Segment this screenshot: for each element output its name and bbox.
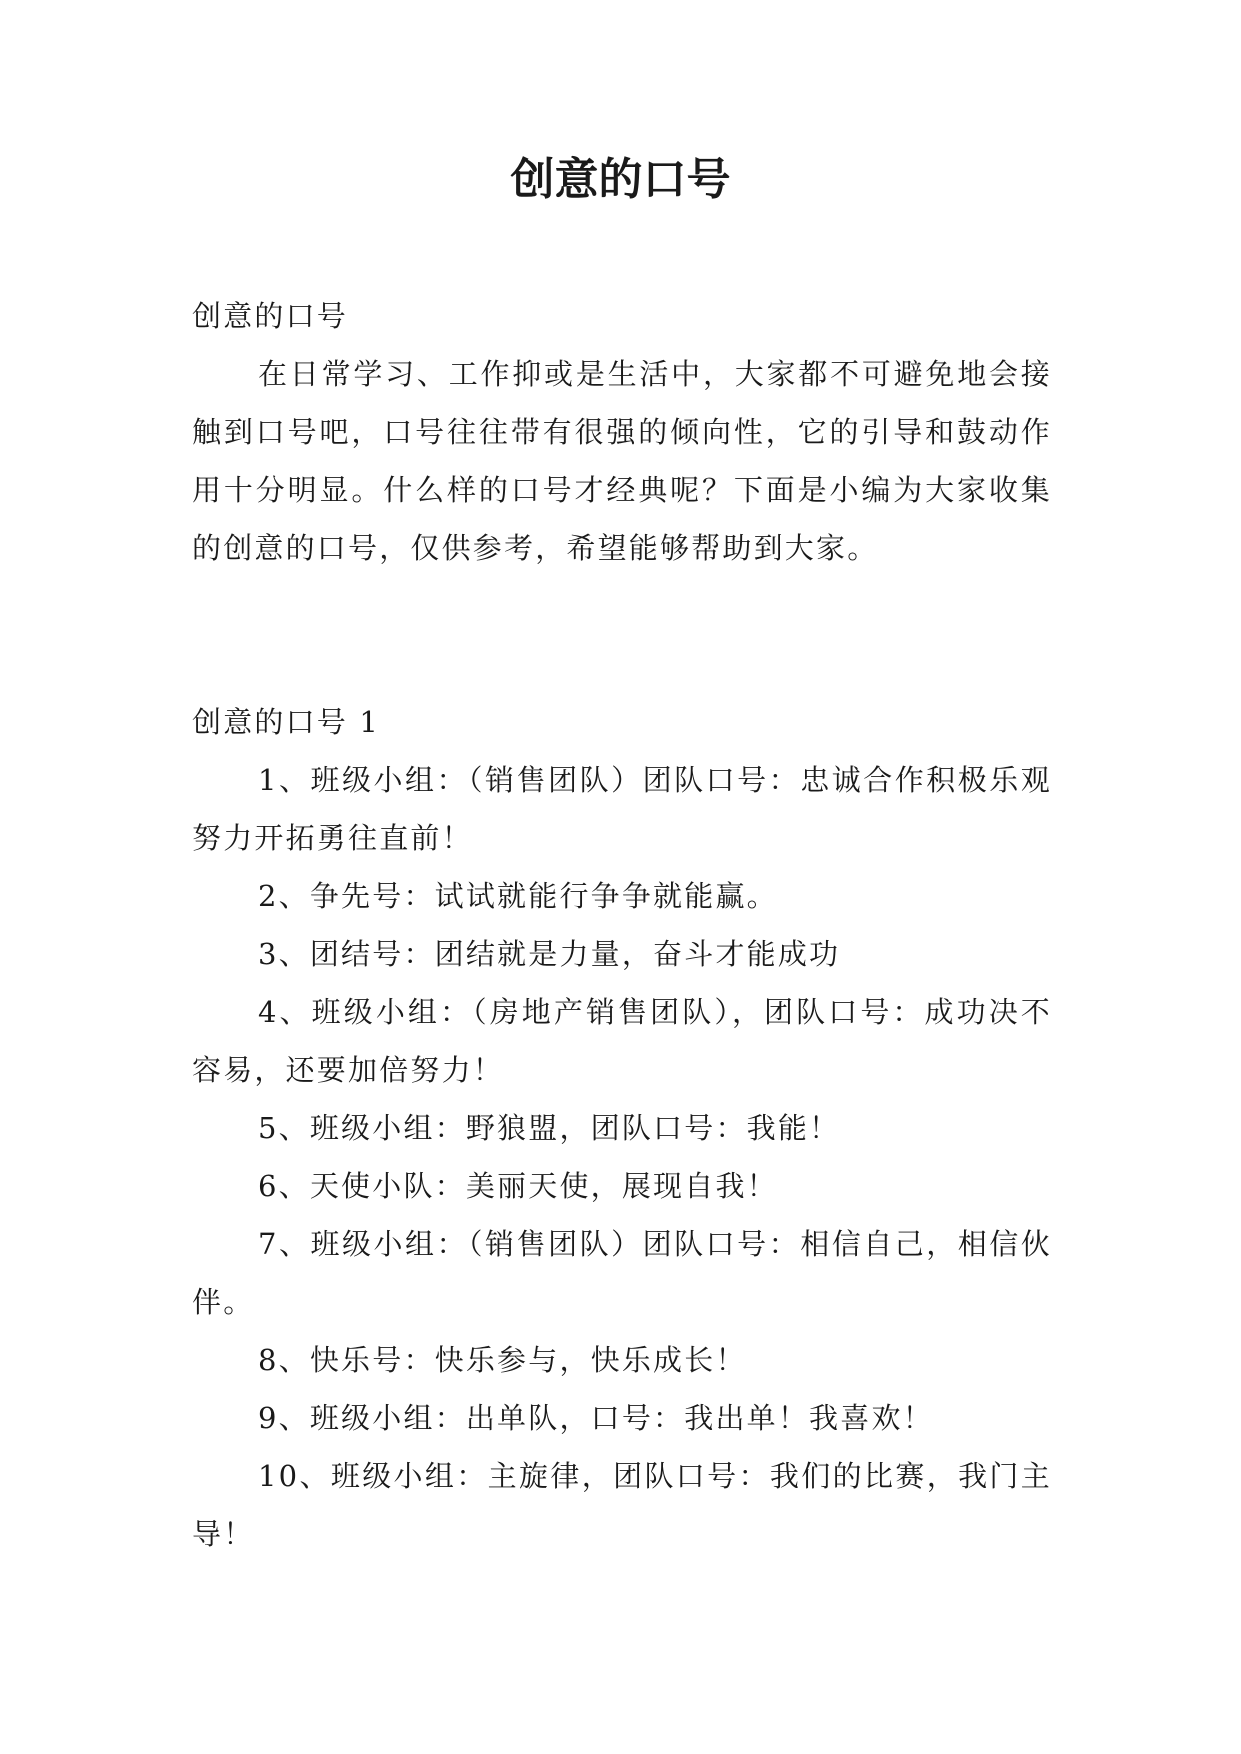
slogan-item-9: 9、班级小组：出单队，口号：我出单！我喜欢！ (258, 1401, 934, 1435)
slogan-item-3: 3、团结号：团结就是力量，奋斗才能成功 (258, 937, 841, 971)
intro-paragraph: 在日常学习、工作抑或是生活中，大家都不可避免地会接触到口号吧，口号往往带有很强的倾向性，它的引导和鼓动作用十分明显。什么样的口号才经典呢？下面是小编为大家收集的创意的口号，仅供参考，希望能够帮助到大家。 (192, 357, 1052, 565)
intro-heading: 创意的口号 (192, 299, 349, 333)
slogan-item-2: 2、争先号：试试就能行争争就能赢。 (258, 879, 778, 913)
slogan-item-5: 5、班级小组：野狼盟，团队口号：我能！ (258, 1111, 841, 1145)
slogan-item-8: 8、快乐号：快乐参与，快乐成长！ (258, 1343, 747, 1377)
document-title: 创意的口号 (510, 154, 731, 205)
slogan-item-10: 10、班级小组：主旋律，团队口号：我们的比赛，我门主导！ (192, 1459, 1052, 1551)
slogan-item-7: 7、班级小组：（销售团队）团队口号：相信自己，相信伙伴。 (192, 1227, 1052, 1319)
slogan-item-6: 6、天使小队：美丽天使，展现自我！ (258, 1169, 778, 1203)
slogan-item-1: 1、班级小组：（销售团队）团队口号：忠诚合作积极乐观努力开拓勇往直前！ (192, 763, 1052, 855)
document-body (192, 287, 1052, 1563)
slogan-item-4: 4、班级小组：（房地产销售团队），团队口号：成功决不容易，还要加倍努力！ (192, 995, 1052, 1087)
section-heading: 创意的口号 1 (192, 705, 381, 739)
section-spacer (192, 577, 1052, 693)
